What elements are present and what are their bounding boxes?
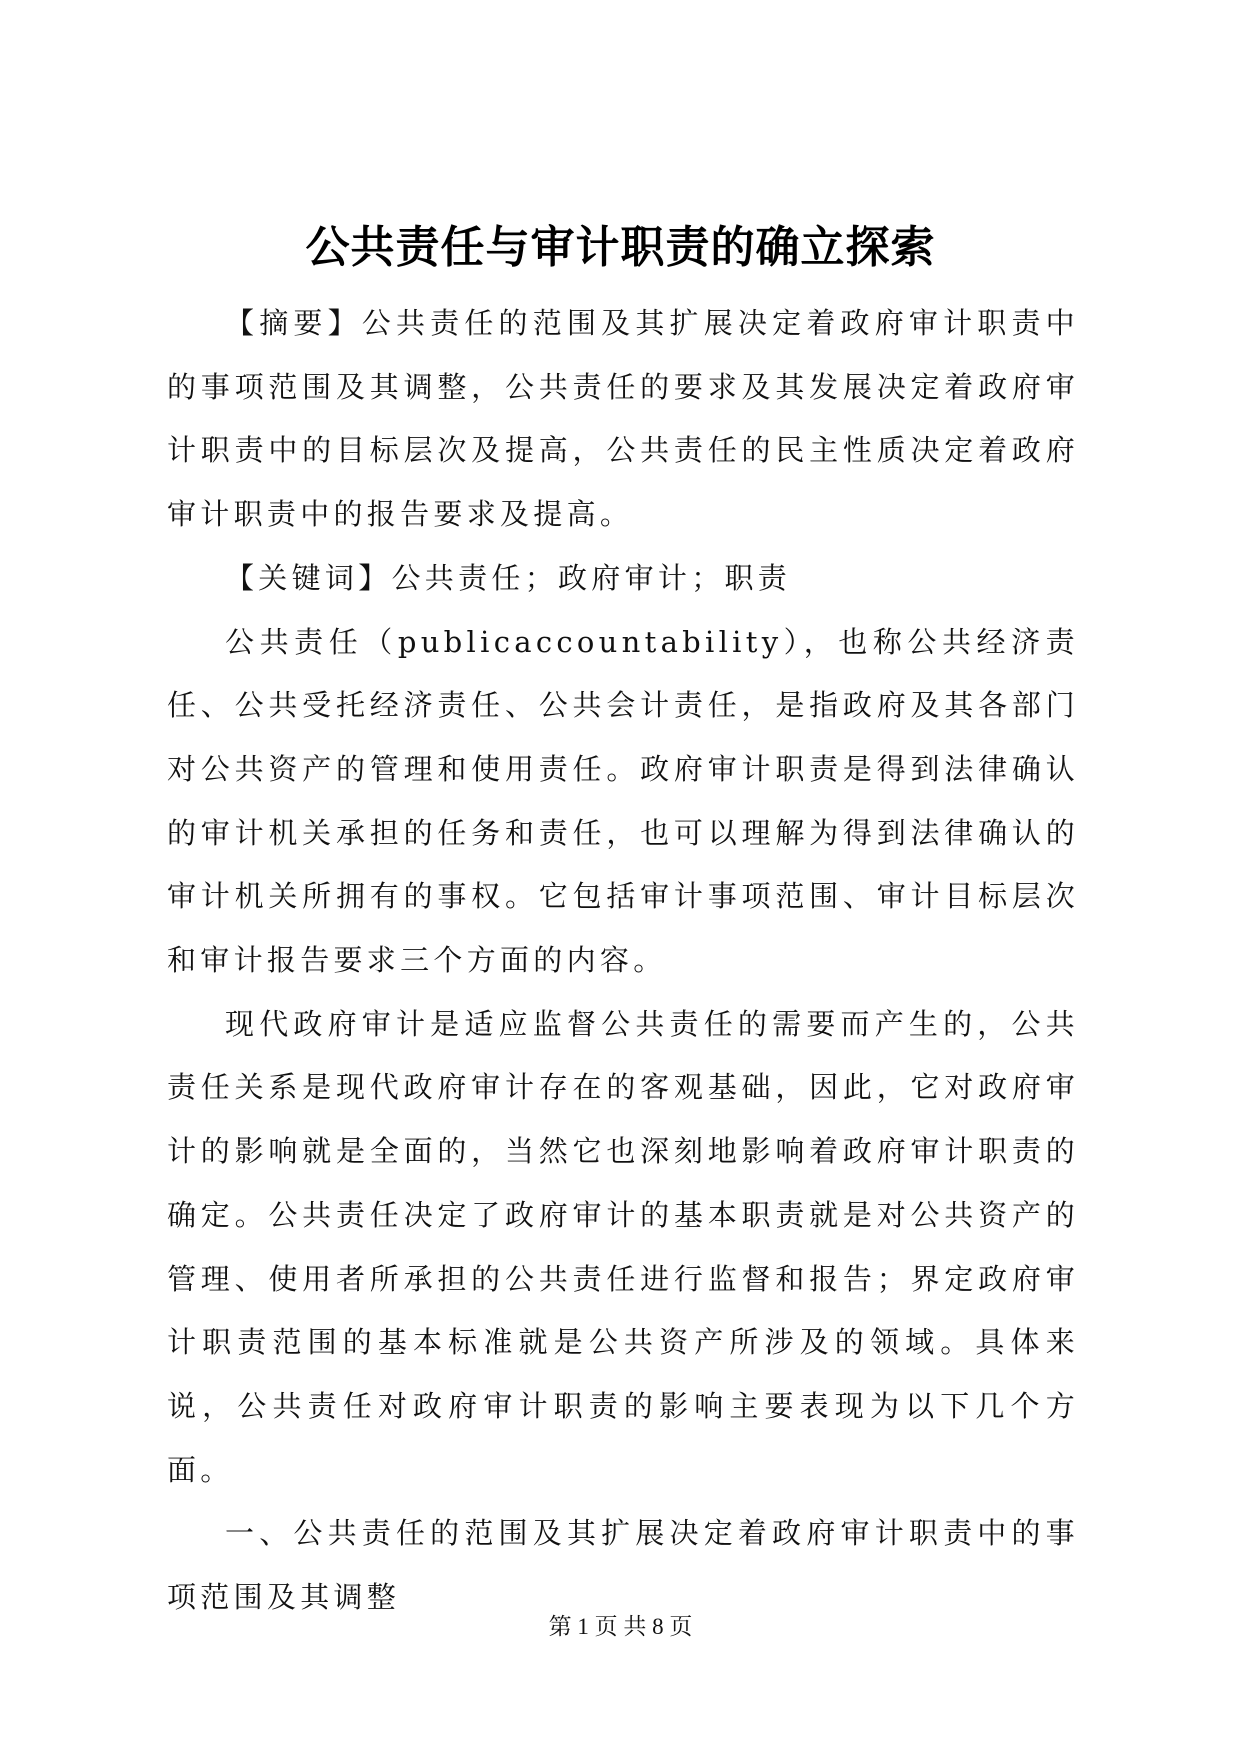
section-heading: 一、公共责任的范围及其扩展决定着政府审计职责中的事项范围及其调整 [167,1516,1079,1615]
document-title: 公共责任与审计职责的确立探索 [305,222,936,273]
page-footer: 第 1 页 共 8 页 [548,1614,693,1639]
keywords-paragraph: 【关键词】公共责任；政府审计；职责 [225,560,792,595]
abstract-paragraph: 【摘要】公共责任的范围及其扩展决定着政府审计职责中的事项范围及其调整，公共责任的要求及其发展决定着政府审计职责中的目标层次及提高，公共责任的民主性质决定着政府审计职责中的报告要求及提高。 [167,306,1079,532]
document-body [167,292,1079,1630]
body-paragraph: 现代政府审计是适应监督公共责任的需要而产生的，公共责任关系是现代政府审计存在的客观基础，因此，它对政府审计的影响就是全面的，当然它也深刻地影响着政府审计职责的确定。公共责任决定了政府审计的基本职责就是对公共资产的管理、使用者所承担的公共责任进行监督和报告；界定政府审计职责范围的基本标准就是公共资产所涉及的领域。具体来说，公共责任对政府审计职责的影响主要表现为以下几个方面。 [167,1006,1079,1487]
body-paragraph: 公共责任（publicaccountability），也称公共经济责任、公共受托经济责任、公共会计责任，是指政府及其各部门对公共资产的管理和使用责任。政府审计职责是得到法律确认的审计机关承担的任务和责任，也可以理解为得到法律确认的审计机关所拥有的事权。它包括审计事项范围、审计目标层次和审计报告要求三个方面的内容。 [167,624,1079,978]
